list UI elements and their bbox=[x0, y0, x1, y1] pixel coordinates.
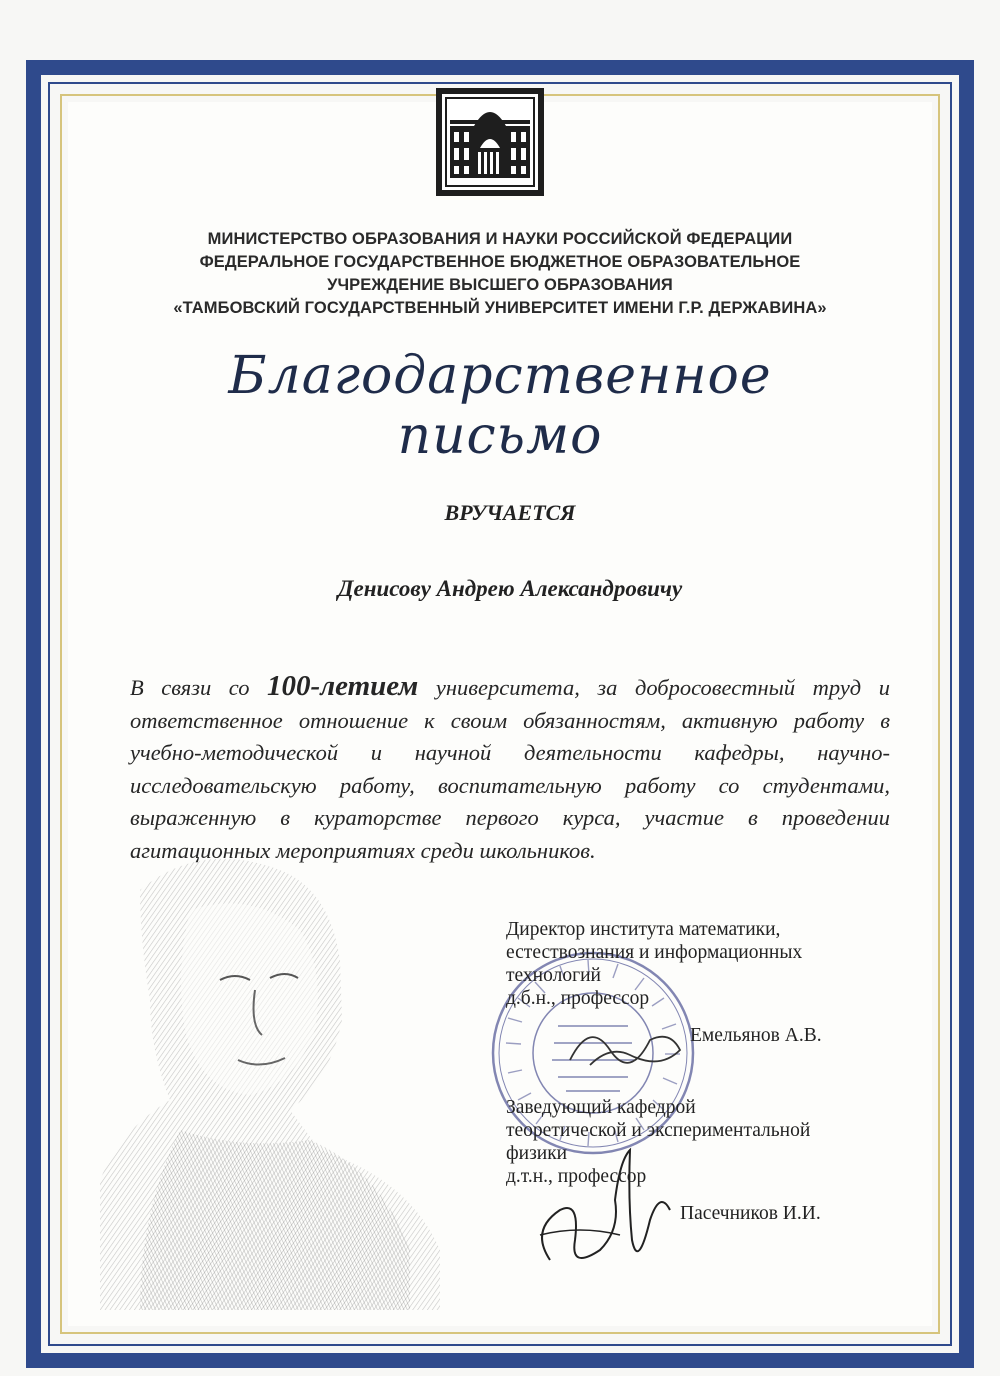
signatory-2-line-2: теоретической и экспериментальной bbox=[506, 1120, 811, 1141]
signatory-1-line-3: технологий bbox=[506, 965, 601, 986]
signatory-1-line-4: д.б.н., профессор bbox=[506, 988, 650, 1009]
signature-2 bbox=[520, 1140, 690, 1280]
awarded-label: ВРУЧАЕТСЯ bbox=[444, 500, 576, 525]
signature-1 bbox=[560, 1010, 700, 1080]
body-highlight: 100-летием bbox=[267, 670, 419, 702]
signatory-1-name: Емельянов А.В. bbox=[690, 1025, 822, 1046]
header-line-3: УЧРЕЖДЕНИЕ ВЫСШЕГО ОБРАЗОВАНИЯ bbox=[327, 276, 673, 294]
recipient-name: Денисову Андрею Александровичу bbox=[337, 576, 683, 601]
body-rest: университета, за добросовестный труд и ответственное отношение к своим обязанностям, активную работу в учебно-методической и научной деятельности кафедры, научно-исследовательскую работу, воспитательную работу со студентами, выраженную в кураторстве первого курса, участие в проведении агитационных мероприятиях среди школьников. bbox=[130, 675, 890, 863]
signatory-2-line-3: физики bbox=[506, 1143, 568, 1164]
portrait-engraving bbox=[80, 850, 500, 1310]
signatory-1-line-1: Директор института математики, bbox=[506, 919, 781, 940]
signatory-2-line-1: Заведующий кафедрой bbox=[506, 1097, 696, 1118]
institution-header bbox=[120, 228, 880, 320]
signatory-1-block bbox=[506, 918, 886, 1010]
signatory-1-line-2: естествознания и информационных bbox=[506, 942, 803, 963]
university-building-logo bbox=[434, 86, 546, 198]
header-line-4: «ТАМБОВСКИЙ ГОСУДАРСТВЕННЫЙ УНИВЕРСИТЕТ ИМЕНИ Г.Р. ДЕРЖАВИНА» bbox=[173, 299, 827, 317]
certificate-body bbox=[130, 670, 890, 867]
certificate-title: Благодарственное письмо bbox=[228, 346, 772, 466]
header-line-2: ФЕДЕРАЛЬНОЕ ГОСУДАРСТВЕННОЕ БЮДЖЕТНОЕ ОБРАЗОВАТЕЛЬНОЕ bbox=[199, 253, 801, 271]
body-intro: В связи со bbox=[130, 675, 268, 700]
signatory-2-line-4: д.т.н., профессор bbox=[506, 1166, 647, 1187]
signatory-2-name: Пасечников И.И. bbox=[680, 1203, 821, 1224]
header-line-1: МИНИСТЕРСТВО ОБРАЗОВАНИЯ И НАУКИ РОССИЙСКОЙ ФЕДЕРАЦИИ bbox=[207, 230, 793, 248]
